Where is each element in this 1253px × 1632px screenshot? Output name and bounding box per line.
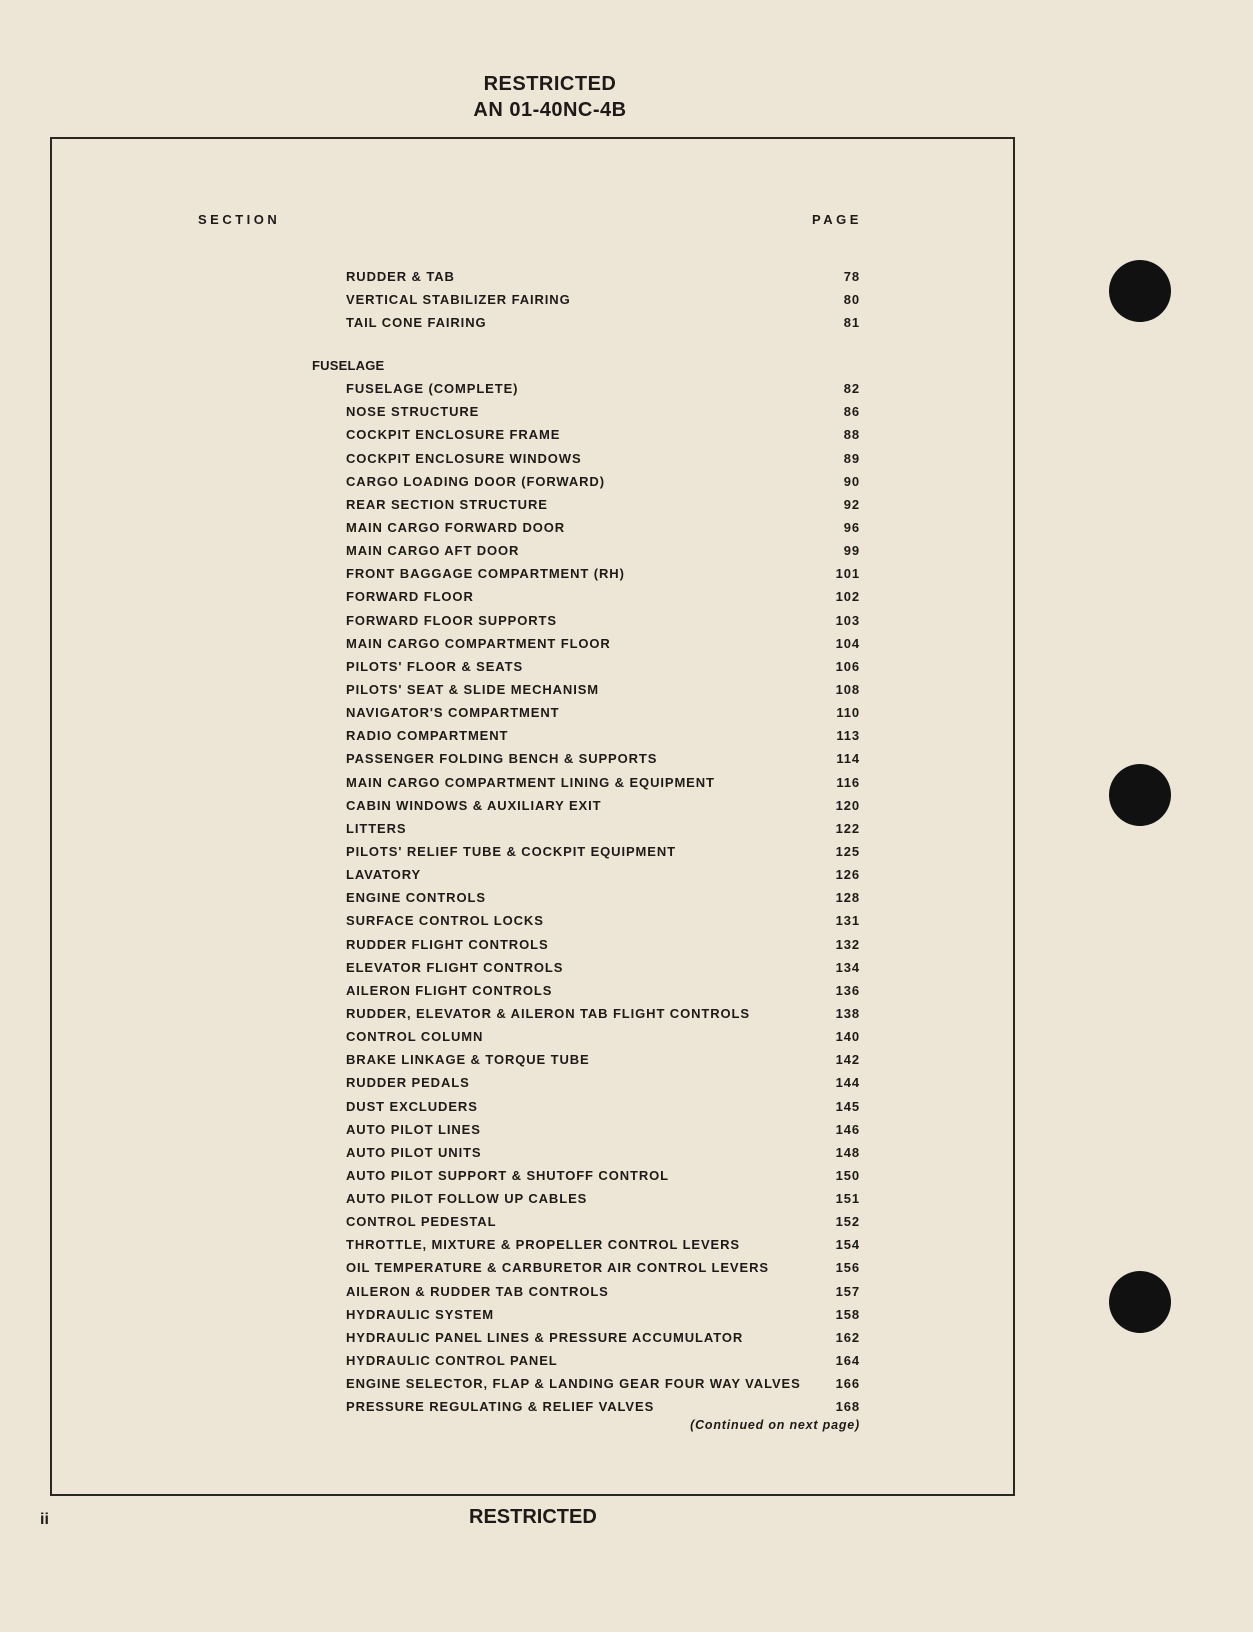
toc-entry-page: 122 [835, 820, 860, 836]
toc-entry [312, 678, 860, 701]
toc-entry [312, 1002, 860, 1025]
toc-entry-page: 110 [836, 705, 860, 721]
punch-hole [1109, 260, 1171, 322]
toc-entry-title: COCKPIT ENCLOSURE WINDOWS [346, 450, 582, 466]
toc-entry-page: 90 [843, 473, 860, 489]
toc-entry-page: 126 [835, 867, 860, 883]
toc-group [312, 354, 860, 1418]
toc-entry-title: NAVIGATOR'S COMPARTMENT [346, 705, 560, 721]
toc-entry-title: HYDRAULIC PANEL LINES & PRESSURE ACCUMULATOR [346, 1329, 744, 1345]
toc-entry [312, 1395, 860, 1418]
toc-entry-title: RUDDER FLIGHT CONTROLS [346, 936, 549, 952]
toc-entry-title: VERTICAL STABILIZER FAIRING [346, 292, 571, 308]
toc-entry [312, 539, 860, 562]
toc-entry-page: 142 [835, 1052, 860, 1068]
toc-entry [312, 701, 860, 724]
toc-entry-page: 113 [836, 728, 860, 744]
toc-entry-title: ENGINE SELECTOR, FLAP & LANDING GEAR FOUR WAY VALVES [346, 1376, 801, 1392]
toc-entry-page: 134 [835, 959, 860, 975]
toc-entry-page: 92 [843, 496, 860, 512]
toc-entry-title: MAIN CARGO FORWARD DOOR [346, 519, 566, 535]
toc-entry-page: 132 [835, 936, 860, 952]
toc-entry-page: 138 [835, 1005, 860, 1021]
toc-entry-title: AILERON FLIGHT CONTROLS [346, 982, 553, 998]
toc-entry [312, 377, 860, 400]
toc-entry-title: AILERON & RUDDER TAB CONTROLS [346, 1283, 609, 1299]
toc-entry [312, 1118, 860, 1141]
toc-entry [312, 400, 860, 423]
toc-entry-page: 108 [835, 681, 860, 697]
toc-entry [312, 1141, 860, 1164]
toc-entry-page: 114 [836, 751, 860, 767]
punch-hole [1109, 764, 1171, 826]
toc-entry [312, 1372, 860, 1395]
toc-entry-page: 125 [835, 843, 860, 859]
toc-entry [312, 585, 860, 608]
toc-entry [312, 1326, 860, 1349]
toc-entry [312, 1303, 860, 1326]
toc-entry [312, 470, 860, 493]
group-heading-fuselage: FUSELAGE [312, 358, 385, 373]
toc-entry-page: 162 [835, 1329, 860, 1345]
toc-entry [312, 493, 860, 516]
toc-entry [312, 956, 860, 979]
toc-entry-page: 81 [843, 315, 860, 331]
toc-entry [312, 1349, 860, 1372]
toc-entry [312, 840, 860, 863]
toc-entry-page: 104 [835, 635, 860, 651]
toc-entry [312, 1210, 860, 1233]
toc-entry [312, 1164, 860, 1187]
toc-entry-page: 99 [843, 543, 860, 559]
toc-entry-title: CARGO LOADING DOOR (FORWARD) [346, 473, 605, 489]
toc-entry-title: NOSE STRUCTURE [346, 404, 480, 420]
toc-entry-title: AUTO PILOT FOLLOW UP CABLES [346, 1191, 588, 1207]
toc-entry-page: 103 [835, 612, 860, 628]
toc-entry-page: 158 [835, 1306, 860, 1322]
toc-entry-page: 128 [835, 890, 860, 906]
toc-entry-title: FUSELAGE (COMPLETE) [346, 381, 519, 397]
toc-entry-title: AUTO PILOT LINES [346, 1121, 481, 1137]
toc-entry [312, 1280, 860, 1303]
toc-entry [312, 1233, 860, 1256]
toc-entry-title: LITTERS [346, 820, 407, 836]
toc-entry-page: 157 [835, 1283, 860, 1299]
toc-entry [312, 1025, 860, 1048]
toc-entry-title: PILOTS' RELIEF TUBE & COCKPIT EQUIPMENT [346, 843, 676, 859]
toc-entry-page: 156 [835, 1260, 860, 1276]
punch-hole [1109, 1271, 1171, 1333]
toc-entry-page: 86 [843, 404, 860, 420]
toc-entry [312, 979, 860, 1002]
toc-entry-page: 131 [835, 913, 860, 929]
toc-entry-page: 106 [835, 658, 860, 674]
toc-entry [312, 724, 860, 747]
toc-entry-title: SURFACE CONTROL LOCKS [346, 913, 544, 929]
toc-entry-title: FORWARD FLOOR [346, 589, 474, 605]
toc-entry-title: AUTO PILOT UNITS [346, 1144, 482, 1160]
header-classification: RESTRICTED [483, 73, 617, 95]
toc-entry-title: RUDDER PEDALS [346, 1075, 470, 1091]
toc-entry [312, 655, 860, 678]
page-column-heading: PAGE [812, 212, 862, 227]
toc-entry [312, 933, 860, 956]
document-number: AN 01-40NC-4B [473, 99, 627, 121]
toc-list-top [312, 265, 860, 334]
toc-entry-title: PASSENGER FOLDING BENCH & SUPPORTS [346, 751, 658, 767]
toc-entry [312, 1256, 860, 1279]
toc-entry-title: RUDDER & TAB [346, 269, 455, 284]
continued-note: (Continued on next page) [690, 1418, 860, 1432]
toc-entry [312, 562, 860, 585]
toc-entry-page: 120 [835, 797, 860, 813]
toc-entry-title: MAIN CARGO COMPARTMENT LINING & EQUIPMENT [346, 774, 715, 790]
toc-entry-page: 150 [835, 1167, 860, 1183]
toc-entry-title: OIL TEMPERATURE & CARBURETOR AIR CONTROL LEVERS [346, 1260, 769, 1276]
toc-entry-page: 96 [843, 519, 860, 535]
toc-entry [312, 747, 860, 770]
toc-entry [312, 516, 860, 539]
toc-entry [312, 863, 860, 886]
toc-entry-page: 151 [835, 1191, 860, 1207]
toc-entry-title: DUST EXCLUDERS [346, 1098, 478, 1114]
toc-entry-title: PILOTS' SEAT & SLIDE MECHANISM [346, 681, 600, 697]
toc-entry-title: FORWARD FLOOR SUPPORTS [346, 612, 557, 628]
footer-classification: RESTRICTED [469, 1506, 597, 1528]
toc-entry-page: 116 [836, 774, 860, 790]
toc-entry-page: 144 [835, 1075, 860, 1091]
toc-entry-title: HYDRAULIC CONTROL PANEL [346, 1353, 558, 1369]
toc-entry [312, 447, 860, 470]
toc-entry-title: CONTROL COLUMN [346, 1029, 484, 1045]
toc-entry-title: PILOTS' FLOOR & SEATS [346, 658, 524, 674]
toc-entry-page: 166 [835, 1376, 860, 1392]
toc-entry-page: 146 [835, 1121, 860, 1137]
toc-list-fuselage [312, 377, 860, 1418]
toc-entry-page: 164 [835, 1353, 860, 1369]
toc-entry-title: MAIN CARGO COMPARTMENT FLOOR [346, 635, 611, 651]
toc-entry-title: REAR SECTION STRUCTURE [346, 496, 548, 512]
section-column-heading: SECTION [198, 212, 281, 227]
toc-entry [312, 771, 860, 794]
toc-entry [312, 1048, 860, 1071]
toc-entry-page: 88 [843, 427, 860, 443]
toc-entry-title: MAIN CARGO AFT DOOR [346, 543, 520, 559]
toc-entry-title: THROTTLE, MIXTURE & PROPELLER CONTROL LEVERS [346, 1237, 740, 1253]
toc-entry [312, 311, 860, 334]
toc-entry-title: COCKPIT ENCLOSURE FRAME [346, 427, 561, 443]
toc-entry-page: 89 [843, 450, 860, 466]
toc-entry [312, 288, 860, 311]
toc-entry [312, 886, 860, 909]
toc-entry [312, 1071, 860, 1094]
toc-entry-page: 152 [835, 1214, 860, 1230]
toc-entry-title: LAVATORY [346, 867, 422, 883]
toc-entry-page: 148 [835, 1144, 860, 1160]
toc-entry [312, 609, 860, 632]
toc-entry-title: RUDDER, ELEVATOR & AILERON TAB FLIGHT CONTROLS [346, 1005, 750, 1021]
toc-entry-title: CABIN WINDOWS & AUXILIARY EXIT [346, 797, 602, 813]
toc-entry-title: RADIO COMPARTMENT [346, 728, 509, 744]
footer-page-number: ii [40, 1511, 49, 1528]
toc-entry-title: CONTROL PEDESTAL [346, 1214, 497, 1230]
toc-entry-page: 140 [835, 1029, 860, 1045]
toc-entry-page: 136 [835, 982, 860, 998]
toc-entry-page: 168 [835, 1399, 860, 1415]
toc-entry [312, 1187, 860, 1210]
toc-entry-page: 102 [835, 589, 860, 605]
toc-entry [312, 1095, 860, 1118]
toc-entry [312, 632, 860, 655]
toc-entry-page: 82 [843, 381, 860, 397]
toc-entry-page: 78 [843, 269, 860, 284]
toc-entry-title: BRAKE LINKAGE & TORQUE TUBE [346, 1052, 590, 1068]
toc-entry-title: ELEVATOR FLIGHT CONTROLS [346, 959, 564, 975]
toc-entry [312, 265, 860, 288]
toc-entry [312, 909, 860, 932]
toc-entry-title: PRESSURE REGULATING & RELIEF VALVES [346, 1399, 655, 1415]
toc-entry-title: TAIL CONE FAIRING [346, 315, 487, 331]
toc-entry-title: HYDRAULIC SYSTEM [346, 1306, 495, 1322]
toc-entry [312, 423, 860, 446]
toc-entry-title: FRONT BAGGAGE COMPARTMENT (RH) [346, 566, 625, 582]
toc-entry-page: 101 [835, 566, 860, 582]
toc-entry [312, 817, 860, 840]
toc-entry-page: 80 [843, 292, 860, 308]
toc-entry-page: 145 [835, 1098, 860, 1114]
toc-entry-title: ENGINE CONTROLS [346, 890, 486, 906]
toc-entry-page: 154 [835, 1237, 860, 1253]
toc-entry [312, 794, 860, 817]
toc-entry-title: AUTO PILOT SUPPORT & SHUTOFF CONTROL [346, 1167, 669, 1183]
